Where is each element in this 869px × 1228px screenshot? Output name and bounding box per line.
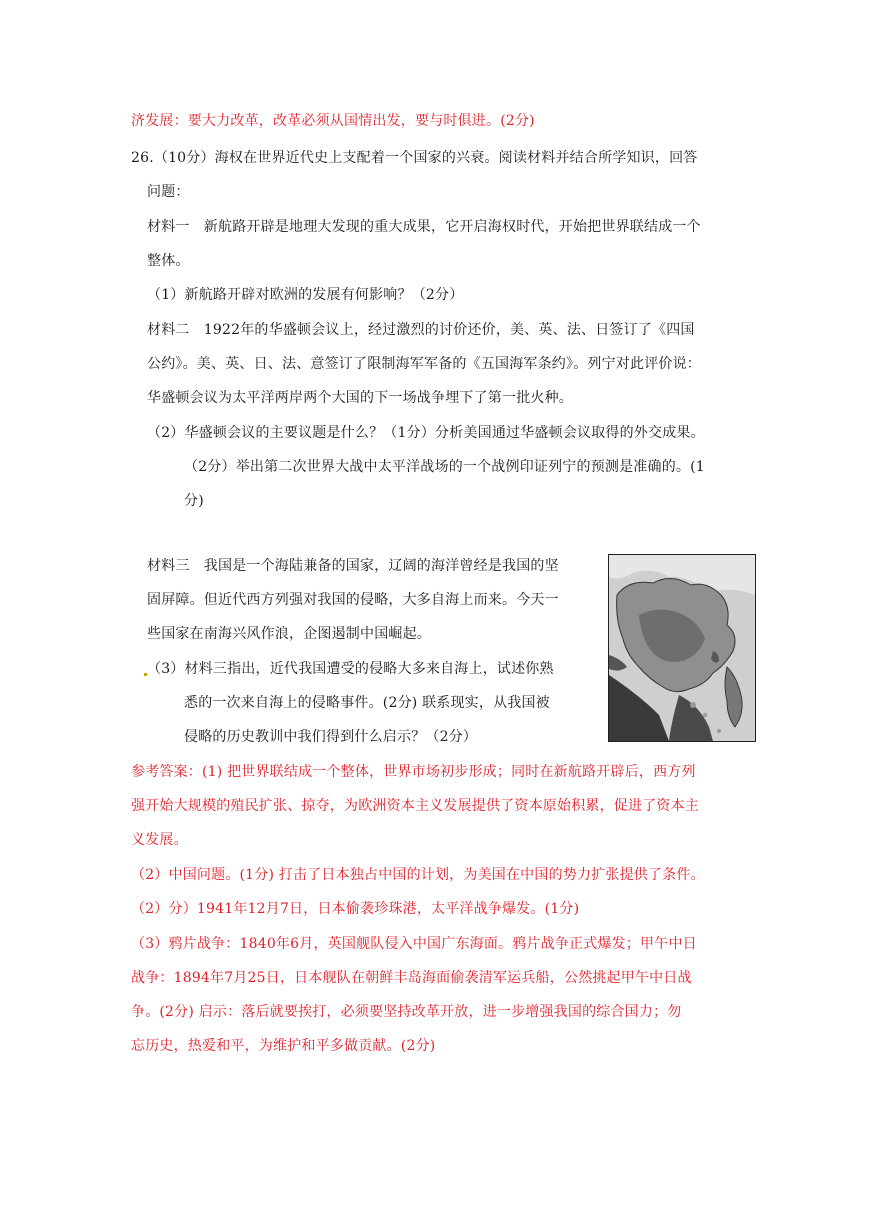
answer-2-line-2: （2）分）1941年12月7日，日本偷袭珍珠港，太平洋战争爆发。(1分) xyxy=(131,901,580,917)
answer-3-line-2: 战争：1894年7月25日，日本舰队在朝鲜丰岛海面偷袭清军运兵船，公然挑起甲午中日战 xyxy=(131,970,692,986)
answer-2-line-1: （2）中国问题。(1分) 打击了日本独占中国的计划，为美国在中国的势力扩张提供了条件。 xyxy=(131,867,705,883)
sub-question-2-cont: （2分）举出第二次世界大战中太平洋战场的一个战例印证列宁的预测是准确的。(1 xyxy=(184,459,705,475)
question-26-stem-cont: 问题： xyxy=(147,184,190,200)
material-3-text: 材料三 我国是一个海陆兼备的国家，辽阔的海洋曾经是我国的坚 xyxy=(147,558,559,574)
material-2-text-cont-1: 公约》。美、英、日、法、意签订了限制海军军备的《五国海军条约》。列宁对此评价说： xyxy=(147,356,701,372)
sub-question-2-cont-2: 分) xyxy=(184,493,204,509)
answer-3-line-3: 争。(2分) 启示：落后就要挨打，必须要坚持改革开放，进一步增强我国的综合国力；勿 xyxy=(131,1004,682,1020)
material-2-text: 材料二 1922年的华盛顿会议上，经过激烈的讨价还价，美、英、法、日签订了《四国 xyxy=(147,322,695,338)
answer-3-line-1: （3）鸦片战争：1840年6月，英国舰队侵入中国广东海面。鸦片战争正式爆发；甲午中日 xyxy=(131,936,697,952)
material-3-text-cont-1: 固屏障。但近代西方列强对我国的侵略，大多自海上而来。今天一 xyxy=(147,592,559,608)
answer-1-line-1: 参考答案：(1) 把世界联结成一个整体，世界市场初步形成；同时在新航路开辟后，西方列 xyxy=(131,764,696,780)
material-1-text: 材料一 新航路开辟是地理大发现的重大成果，它开启海权时代，开始把世界联结成一个 xyxy=(147,219,701,235)
question-26-stem: 26.（10分）海权在世界近代史上支配着一个国家的兴衰。阅读材料并结合所学知识，回答 xyxy=(131,150,698,166)
material-2-text-cont-2: 华盛顿会议为太平洋两岸两个大国的下一场战争埋下了第一批火种。 xyxy=(147,390,573,406)
answer-1-line-3: 义发展。 xyxy=(131,832,188,848)
sub-question-1: （1）新航路开辟对欧洲的发展有何影响？（2分） xyxy=(147,287,464,303)
sub-question-3-cont-2: 侵略的历史教训中我们得到什么启示？（2分） xyxy=(184,729,478,745)
china-map-image xyxy=(608,554,756,742)
answer-3-line-4: 忘历史，热爱和平，为维护和平多做贡献。(2分) xyxy=(131,1038,436,1054)
sub-question-3-cont-1: 悉的一次来自海上的侵略事件。(2分) 联系现实，从我国被 xyxy=(184,695,550,711)
answer-continuation-line: 济发展：要大力改革，改革必须从国情出发，要与时俱进。(2分) xyxy=(131,113,535,129)
china-map-icon xyxy=(609,555,755,741)
answer-1-line-2: 强开始大规模的殖民扩张、掠夺，为欧洲资本主义发展提供了资本原始积累，促进了资本主 xyxy=(131,798,699,814)
sub-question-3: （3）材料三指出，近代我国遭受的侵略大多来自海上，试述你熟 xyxy=(147,661,554,677)
sub-question-2: （2）华盛顿会议的主要议题是什么？（1分）分析美国通过华盛顿会议取得的外交成果。 xyxy=(147,425,705,441)
material-1-text-cont: 整体。 xyxy=(147,253,190,269)
material-3-text-cont-2: 些国家在南海兴风作浪，企图遏制中国崛起。 xyxy=(147,626,431,642)
